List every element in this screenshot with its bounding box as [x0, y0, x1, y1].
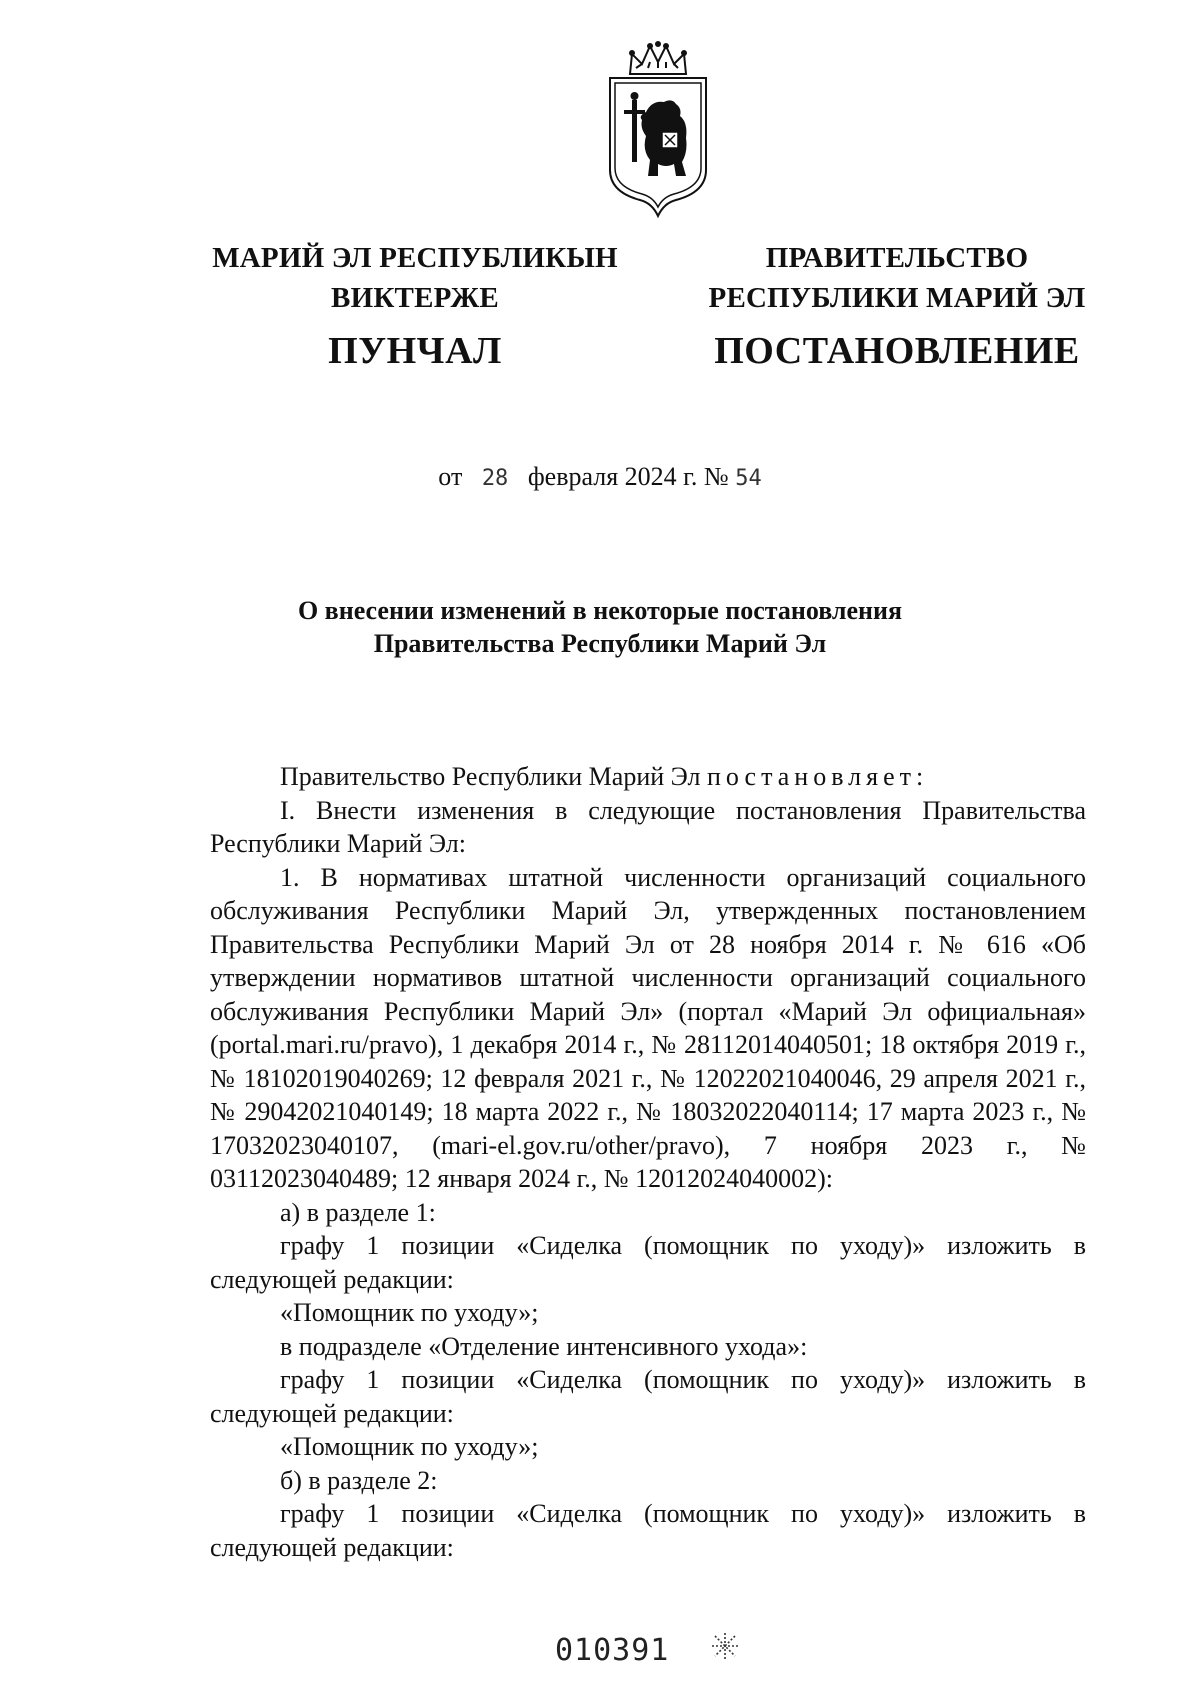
header-right-title: ПОСТАНОВЛЕНИЕ: [714, 330, 1080, 372]
body-paragraph: в подразделе «Отделение интенсивного ухода»:: [280, 1331, 808, 1361]
document-body: [210, 760, 1086, 1564]
document-title-line-1: О внесении изменений в некоторые постановления: [297, 596, 903, 625]
date-line: [0, 462, 1200, 492]
body-paragraph: «Помощник по уходу»;: [280, 1432, 539, 1461]
body-intro-spaced: постановляет:: [706, 762, 929, 791]
date-day: 28: [481, 466, 509, 491]
body-paragraph: а) в разделе 1:: [280, 1197, 436, 1227]
document-title: [200, 594, 1000, 660]
body-paragraph: 1. В нормативах штатной численности организаций социального обслуживания Республики Марий Эл, утвержденных постановлением Правительства Республики Марий Эл от 28 ноября 2014 г. № 616 «Об утверждении нормативов штатной численности организаций социального обслуживания Республики Марий Эл» (портал «Марий Эл официальная» (portal.mari.ru/pravo), 1 декабря 2014 г., № 28112014040501; 18 октября 2019 г., № 18102019040269; 12 февраля 2021 г., № 12022021040046, 29 апреля 2021 г., № 29042021040149; 18 марта 2022 г., № 18032022040114; 17 марта 2023 г., № 17032023040107, (mari-el.gov.ru/other/pravo), 7 ноября 2023 г., № 03112023040489; 12 января 2024 г., № 12012024040002):: [210, 862, 1086, 1193]
coat-of-arms-emblem: [602, 40, 714, 218]
ornament-icon: [710, 1631, 740, 1661]
header-left-title: ПУНЧАЛ: [328, 330, 502, 372]
document-number: 54: [735, 466, 762, 491]
body-intro-text: Правительство Республики Марий Эл: [280, 762, 707, 791]
header-right-line-2: РЕСПУБЛИКИ МАРИЙ ЭЛ: [708, 282, 1086, 314]
body-paragraph: б) в разделе 2:: [280, 1465, 438, 1495]
body-paragraph: графу 1 позиции «Сиделка (помощник по уходу)» изложить в следующей редакции:: [210, 1499, 1086, 1562]
document-title-line-2: Правительства Республики Марий Эл: [373, 629, 827, 658]
header-left-line-2: ВИКТЕРЖЕ: [331, 282, 499, 314]
body-paragraph: графу 1 позиции «Сиделка (помощник по уходу)» изложить в следующей редакции:: [210, 1231, 1086, 1294]
date-month-year: февраля 2024 г. №: [527, 462, 729, 491]
body-intro: [210, 760, 1086, 794]
header-left-line-1: МАРИЙ ЭЛ РЕСПУБЛИКЫН: [212, 242, 618, 274]
date-prefix: от: [438, 462, 463, 491]
body-paragraph: I. Внести изменения в следующие постановления Правительства Республики Марий Эл:: [210, 795, 1086, 858]
form-serial-number: 010391: [555, 1633, 670, 1668]
header-left: [190, 238, 640, 374]
header-right-line-1: ПРАВИТЕЛЬСТВО: [765, 242, 1029, 274]
body-paragraph: «Помощник по уходу»;: [280, 1298, 539, 1327]
header-right: [672, 238, 1122, 374]
body-paragraph: графу 1 позиции «Сиделка (помощник по уходу)» изложить в следующей редакции:: [210, 1365, 1086, 1428]
